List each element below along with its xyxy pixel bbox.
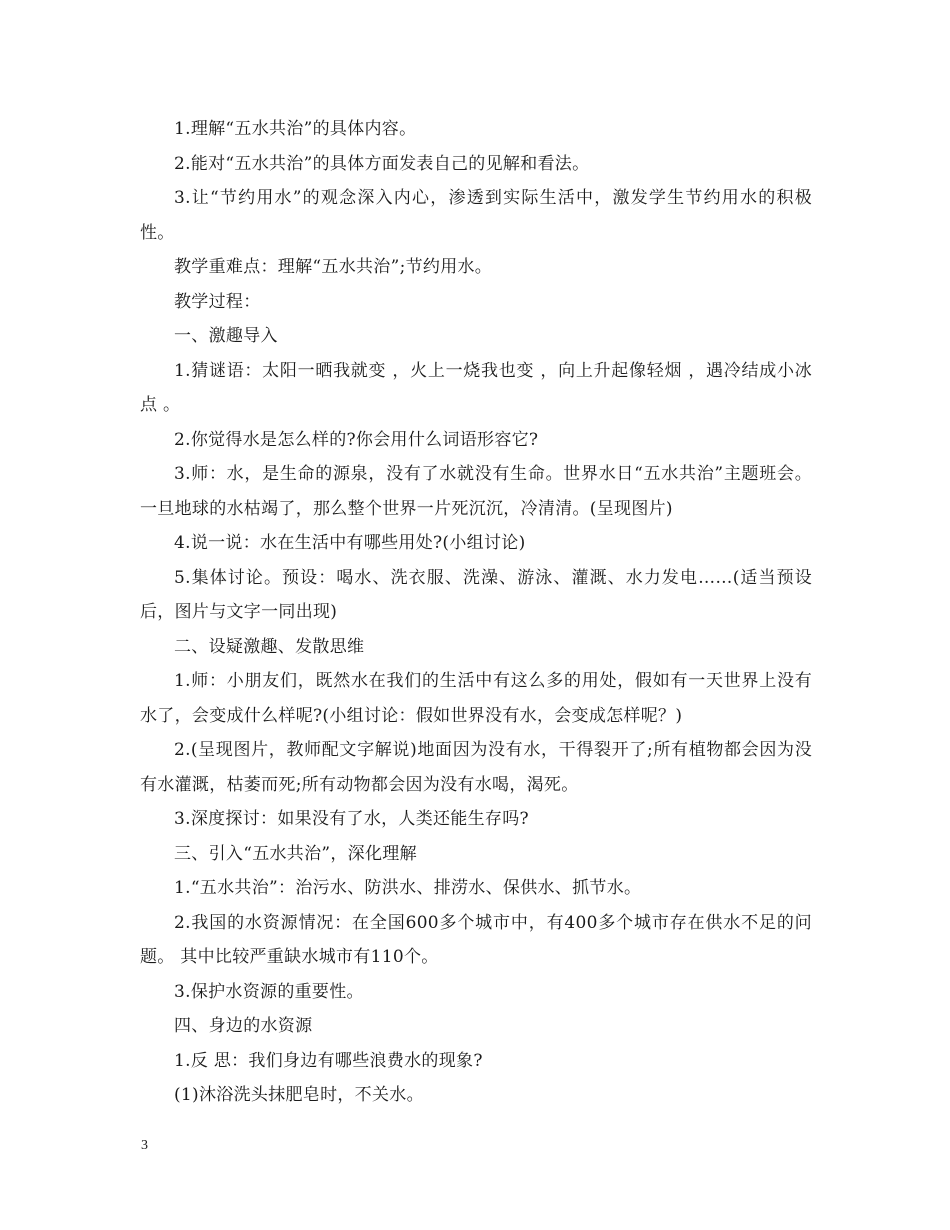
paragraph: 1.“五水共治”：治污水、防洪水、排涝水、保供水、抓节水。 — [174, 878, 642, 898]
paragraph: 3.师：水，是生命的源泉，没有了水就没有生命。世界水日“五水共治”主题班会。一旦地球的水枯竭了，那么整个世界一片死沉沉，冷清清。(呈现图片) — [140, 464, 812, 519]
paragraph: 1.反 思：我们身边有哪些浪费水的现象? — [174, 1050, 483, 1071]
paragraph: 1.猜谜语：太阳一晒我就变 ，火上一烧我也变 ，向上升起像轻烟 ，遇冷结成小冰点 。 — [140, 360, 812, 415]
paragraph: (1)沐浴洗头抹肥皂时，不关水。 — [174, 1085, 424, 1105]
section-heading: 二、设疑激趣、发散思维 — [174, 636, 365, 657]
paragraph: 2.能对“五水共治”的具体方面发表自己的见解和看法。 — [174, 153, 590, 174]
paragraph: 3.保护水资源的重要性。 — [174, 981, 364, 1002]
section-heading: 三、引入“五水共治”，深化理解 — [174, 843, 417, 864]
section-heading: 四、身边的水资源 — [174, 1016, 313, 1036]
paragraph: 4.说一说：水在生活中有哪些用处?(小组讨论) — [174, 533, 526, 553]
paragraph: 2.我国的水资源情况：在全国600多个城市中，有400多个城市存在供水不足的问题。 其中比较严重缺水城市有110个。 — [140, 912, 812, 967]
section-heading: 一、激趣导入 — [174, 326, 278, 346]
paragraph: 教学重难点：理解“五水共治”;节约用水。 — [174, 257, 493, 277]
paragraph: 2.(呈现图片，教师配文字解说)地面因为没有水，干得裂开了;所有植物都会因为没有水灌溉，枯萎而死;所有动物都会因为没有水喝，渴死。 — [140, 740, 812, 795]
paragraph: 2.你觉得水是怎么样的?你会用什么词语形容它? — [174, 429, 539, 450]
paragraph: 1.理解“五水共治”的具体内容。 — [174, 119, 417, 139]
paragraph: 3.深度探讨：如果没有了水，人类还能生存吗? — [174, 809, 529, 829]
paragraph: 3.让“节约用水”的观念深入内心，渗透到实际生活中，激发学生节约用水的积极性。 — [140, 188, 812, 243]
document-body — [140, 112, 812, 1113]
paragraph: 1.师：小朋友们，既然水在我们的生活中有这么多的用处，假如有一天世界上没有水了，会变成什么样呢?(小组讨论：假如世界没有水，会变成怎样呢？) — [140, 671, 812, 726]
paragraph: 5.集体讨论。预设：喝水、洗衣服、洗澡、游泳、灌溉、水力发电……(适当预设后，图片与文字一同出现) — [140, 567, 812, 622]
section-heading: 教学过程： — [174, 291, 261, 312]
page-number: 3 — [141, 1138, 148, 1153]
